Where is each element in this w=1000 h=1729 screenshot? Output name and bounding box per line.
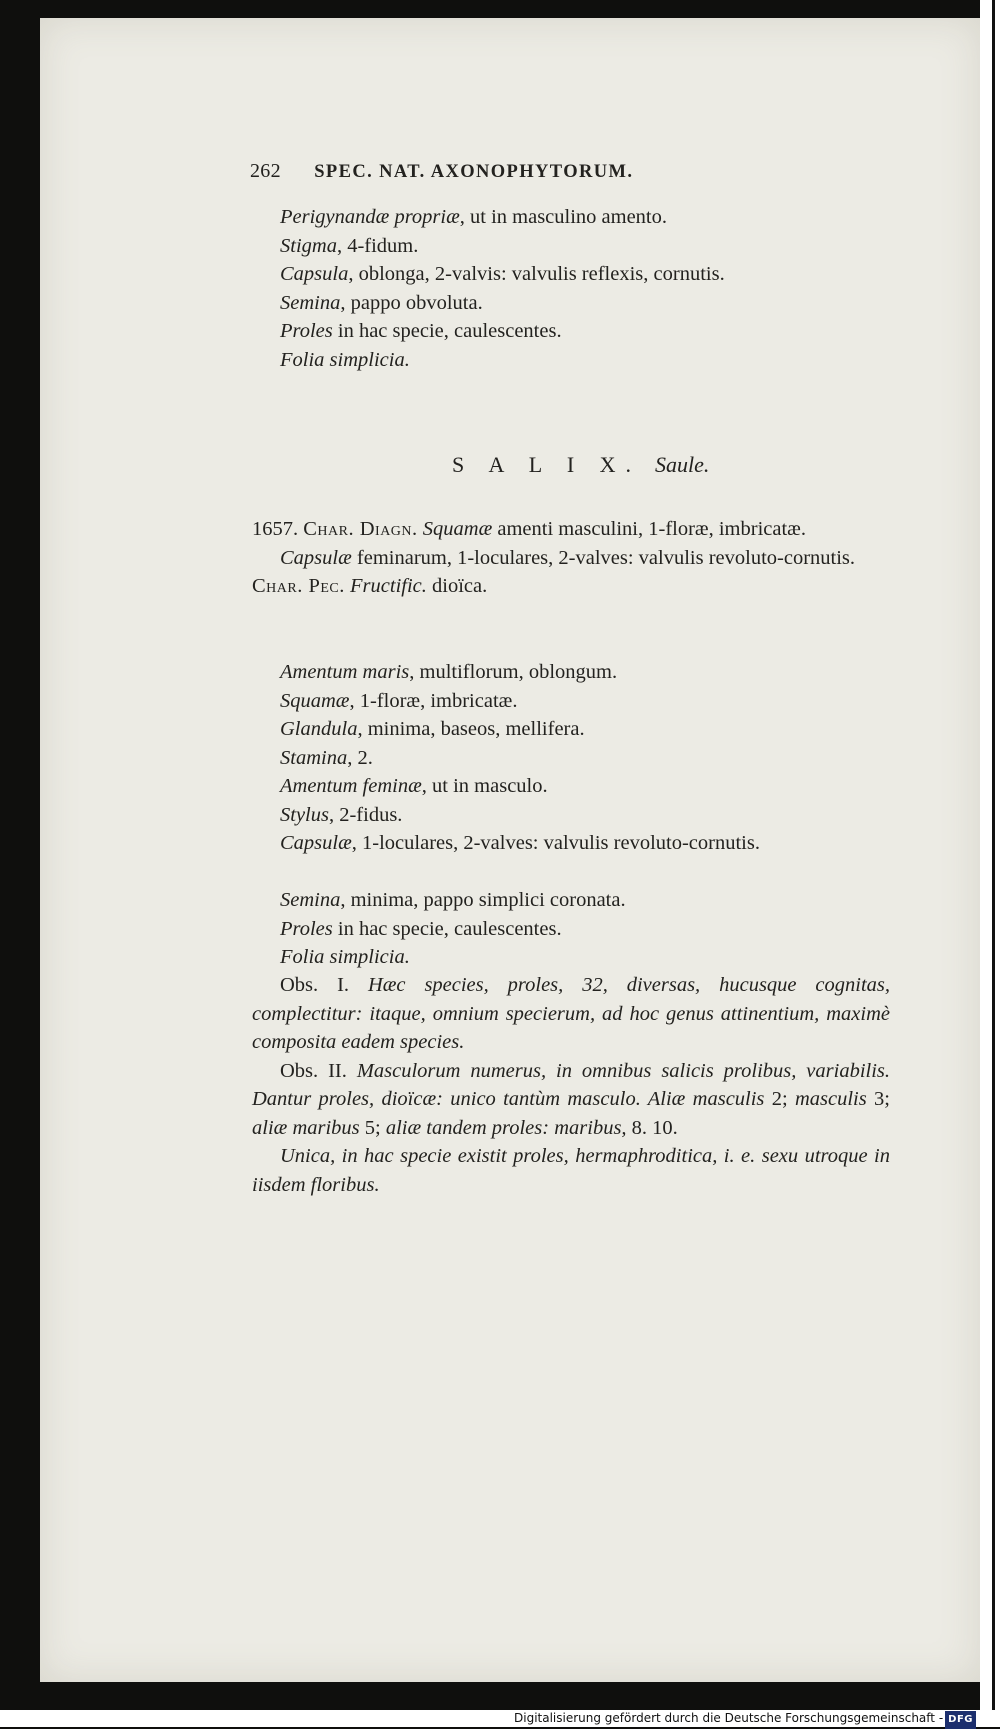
capsulae-paragraph: [252, 544, 890, 573]
obs2-text-c: aliæ maribus: [252, 1116, 360, 1139]
description: in hac specie, caulescentes.: [332, 917, 562, 940]
term: Capsula: [280, 263, 349, 285]
page-header: [250, 160, 890, 183]
running-title: SPEC. NAT. AXONOPHYTORUM.: [314, 162, 634, 182]
term: Capsulæ: [280, 546, 352, 569]
line-semina: [280, 289, 890, 318]
species-number: 1657.: [252, 518, 299, 540]
description: , minima, pappo simplici coronata.: [340, 889, 626, 911]
obs2-num-b: 3;: [874, 1088, 890, 1110]
line-amentum-maris: [280, 658, 890, 687]
block-char-diagn: [252, 515, 890, 601]
obs2-text-a: Masculorum numerus, in omnibus salicis prolibus, variabilis. Dantur proles, dioïcæ: unico tantùm masculo. Aliæ masculis: [252, 1059, 891, 1110]
block-capsulae: [252, 829, 890, 858]
line-folia2: [280, 943, 890, 972]
description: , ut in masculo.: [421, 775, 548, 797]
term: Capsulæ: [280, 832, 352, 854]
line-proles2: [280, 915, 890, 944]
term: Stamina: [280, 746, 348, 769]
vernacular-name: Saule.: [655, 452, 710, 477]
term: Glandula: [280, 718, 358, 740]
unica-text: Unica, in hac specie existit proles, hermaphroditica, i. e. sexu utroque in iisdem floribus.: [252, 1145, 890, 1196]
term: Stigma: [280, 234, 337, 257]
block-semina-folia: [280, 886, 890, 972]
char-diagn-paragraph: [252, 515, 890, 544]
line-perigynandae: [280, 203, 890, 232]
obs1-paragraph: [252, 971, 890, 1057]
description: , 1-floræ, imbricatæ.: [349, 689, 518, 712]
right-edge-strip: [980, 0, 1000, 1727]
block-observations: [252, 971, 890, 1199]
line-stamina: [280, 744, 890, 773]
obs2-num-a: 2;: [771, 1088, 788, 1110]
description: , 2.: [347, 746, 373, 769]
dfg-logo: DFG: [945, 1711, 976, 1729]
description: in hac specie, caulescentes.: [332, 320, 562, 342]
obs2-text-d: aliæ tandem proles: maribus,: [385, 1116, 627, 1139]
line-capsulae: [252, 829, 890, 858]
term: Amentum feminæ: [280, 775, 422, 797]
line-proles: [280, 317, 890, 346]
line-stylus: [280, 801, 890, 830]
digitization-credit: [514, 1709, 976, 1729]
obs2-text-b: masculis: [794, 1088, 867, 1110]
obs2-num-c: 5;: [364, 1116, 381, 1139]
term: Semina: [280, 889, 341, 911]
line-squamae: [280, 687, 890, 716]
description: , oblonga, 2-valvis: valvulis reflexis, cornutis.: [348, 263, 725, 285]
description: , ut in masculino amento.: [459, 206, 668, 228]
term: Folia simplicia.: [280, 946, 410, 968]
genus-title: [452, 452, 709, 478]
char-pec-paragraph: [252, 572, 890, 601]
block-female-characters: [280, 203, 890, 374]
description: , multiflorum, oblongum.: [409, 661, 618, 683]
char-diagn-heading: Char. Diagn.: [303, 518, 418, 540]
description: amenti masculini, 1-floræ, imbricatæ.: [492, 518, 806, 540]
description: , pappo obvoluta.: [340, 291, 483, 314]
credit-text: Digitalisierung gefördert durch die Deutsche Forschungsgemeinschaft -: [514, 1711, 944, 1725]
char-pec-heading: Char. Pec.: [252, 575, 345, 597]
dioica-text: dioïca.: [426, 575, 488, 597]
obs1-text: Hæc species, proles, 32, diversas, hucusque cognitas, complectitur: itaque, omnium specierum, ad hoc genus attinentium, maximè composita eadem species.: [252, 974, 891, 1053]
line-glandula: [280, 715, 890, 744]
obs2-num-d: 8. 10.: [631, 1116, 678, 1139]
description: feminarum, 1-loculares, 2-valves: valvulis revoluto-cornutis.: [351, 546, 856, 569]
description: , minima, baseos, mellifera.: [357, 718, 585, 740]
page-number: 262: [250, 160, 281, 182]
term: Squamæ: [422, 518, 493, 540]
unica-paragraph: [252, 1142, 890, 1199]
obs2-paragraph: [252, 1057, 890, 1143]
fructific-label: Fructific.: [350, 575, 427, 597]
description: , 2-fidus.: [328, 803, 403, 826]
term: Proles: [280, 917, 333, 940]
block-male-female-characters: [280, 658, 890, 829]
description: , 1-loculares, 2-valves: valvulis revoluto-cornutis.: [351, 832, 760, 854]
term: Proles: [280, 320, 333, 342]
term: Amentum maris: [280, 661, 410, 683]
term: Folia simplicia.: [280, 348, 410, 371]
genus-name: S A L I X.: [452, 452, 642, 477]
line-stigma: [280, 232, 890, 261]
term: Perigynandæ propriæ: [280, 206, 460, 228]
description: , 4-fidum.: [336, 234, 419, 257]
line-folia: [280, 346, 890, 375]
obs1-label: Obs. I.: [280, 974, 350, 996]
line-semina2: [280, 886, 890, 915]
term: Squamæ: [280, 689, 350, 712]
obs2-label: Obs. II.: [280, 1059, 347, 1082]
line-amentum-feminae: [280, 772, 890, 801]
term: Stylus: [280, 803, 329, 826]
edge-line: [992, 0, 995, 1727]
line-capsula: [280, 260, 890, 289]
term: Semina: [280, 291, 341, 314]
